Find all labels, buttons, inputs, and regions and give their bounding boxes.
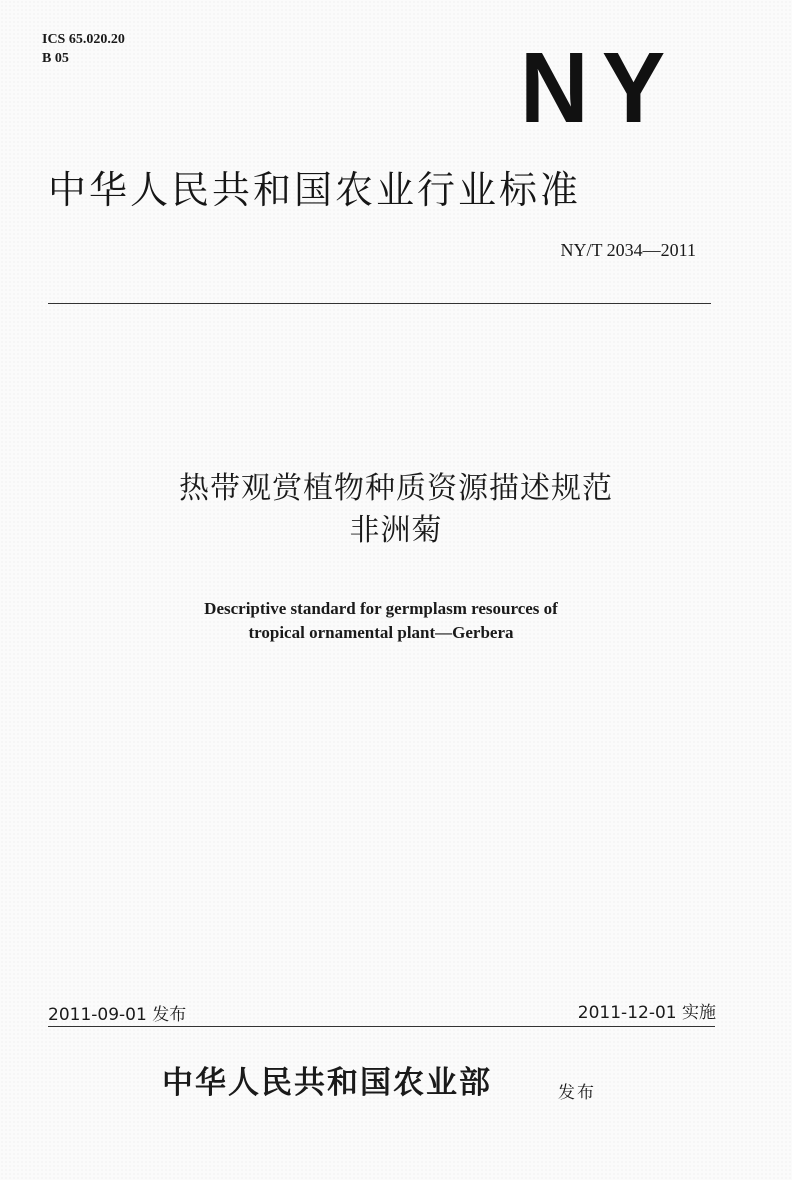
classification-codes [42, 30, 125, 68]
implementation-date: 2011-12-01 实施 [577, 1003, 716, 1023]
footer-divider [48, 1026, 715, 1027]
header-divider [48, 303, 711, 304]
english-title-line-1: Descriptive standard for germplasm resources of [204, 599, 558, 618]
chinese-title-line-2: 非洲菊 [349, 513, 443, 548]
issuer-suffix: 发布 [558, 1083, 596, 1103]
standard-number: NY/T 2034—2011 [560, 240, 696, 260]
ny-logo: NY [520, 32, 679, 144]
english-title-line-2: tropical ornamental plant—Gerbera [248, 623, 514, 642]
issuing-authority: 中华人民共和国农业部 [162, 1065, 492, 1101]
ccs-code: B 05 [42, 51, 69, 66]
issue-date: 2011-09-01 发布 [48, 1005, 187, 1025]
ics-code: ICS 65.020.20 [42, 32, 125, 47]
standard-type-heading: 中华人民共和国农业行业标准 [48, 168, 582, 212]
chinese-title [0, 468, 792, 552]
chinese-title-line-1: 热带观赏植物种质资源描述规范 [179, 471, 613, 506]
english-title [0, 597, 762, 645]
